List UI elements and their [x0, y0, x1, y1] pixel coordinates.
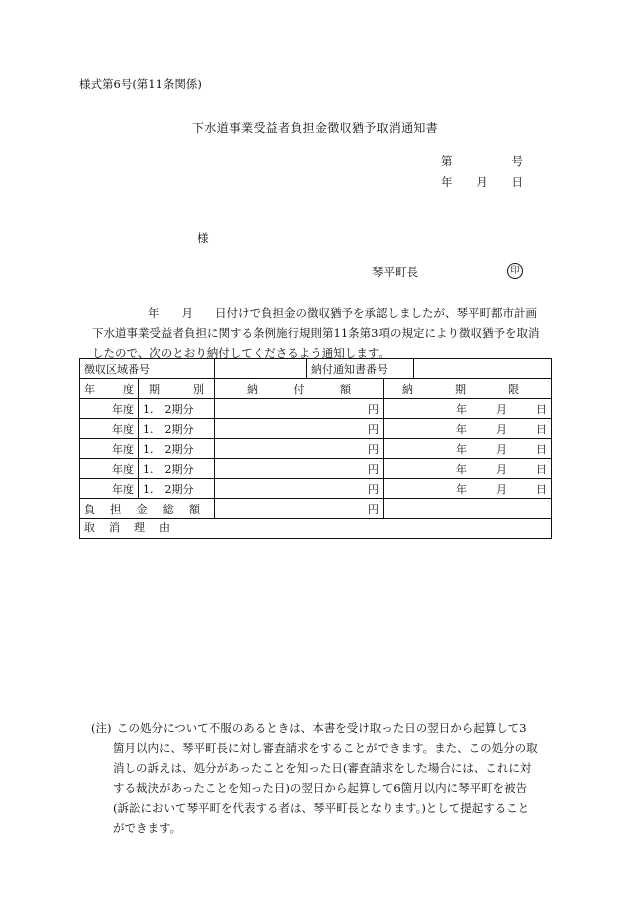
- body-year: 年: [148, 306, 160, 320]
- issue-year: 年: [441, 175, 453, 189]
- row-period[interactable]: 1. 2期分: [139, 459, 215, 479]
- table-row: [80, 399, 552, 419]
- table-row-district: [80, 359, 552, 379]
- row-period[interactable]: 1. 2期分: [139, 399, 215, 419]
- table-row-reason: [80, 519, 552, 539]
- row-fiscal-year[interactable]: 年度: [80, 439, 139, 459]
- row-deadline[interactable]: 年 月 日: [384, 459, 552, 479]
- district-label: 徴収区域番号: [80, 359, 215, 379]
- body-line-3: したので、次のとおり納付してくださるよう通知します。: [92, 346, 390, 360]
- row-amount[interactable]: 円: [215, 419, 384, 439]
- cancellation-reason[interactable]: 取 消 理 由: [80, 519, 552, 539]
- row-amount[interactable]: 円: [215, 459, 384, 479]
- note-label: (注): [91, 721, 112, 735]
- form-number: 様式第6号(第11条関係): [79, 77, 202, 91]
- document-number: [441, 156, 523, 168]
- row-deadline[interactable]: 年 月 日: [384, 479, 552, 499]
- row-period[interactable]: 1. 2期分: [139, 479, 215, 499]
- note-line-6: ができます。: [113, 821, 182, 835]
- body-month: 月: [181, 306, 193, 320]
- table-row-total: [80, 499, 552, 519]
- issue-month: 月: [476, 175, 488, 189]
- row-amount[interactable]: 円: [215, 439, 384, 459]
- header-period: 期 別: [139, 379, 215, 399]
- row-fiscal-year[interactable]: 年度: [80, 459, 139, 479]
- note-line-4: する裁決があったことを知った日)の翌日から起算して6箇月以内に琴平町を被告: [113, 781, 528, 795]
- table-row: [80, 439, 552, 459]
- row-fiscal-year[interactable]: 年度: [80, 419, 139, 439]
- seal-mark: 印: [507, 263, 523, 279]
- notice-body: [92, 303, 558, 363]
- note-line-3: 消しの訴えは、処分があったことを知った日(審査請求をした場合には、これに対: [113, 761, 532, 775]
- body-line-1: [92, 303, 558, 323]
- row-fiscal-year[interactable]: 年度: [80, 399, 139, 419]
- header-amount: 納 付 額: [215, 379, 384, 399]
- notice-number-value[interactable]: [414, 359, 552, 379]
- issue-day: 日: [511, 175, 523, 189]
- total-blank: [384, 499, 552, 519]
- row-deadline[interactable]: 年 月 日: [384, 419, 552, 439]
- table-row: [80, 419, 552, 439]
- row-amount[interactable]: 円: [215, 399, 384, 419]
- row-period[interactable]: 1. 2期分: [139, 439, 215, 459]
- row-period[interactable]: 1. 2期分: [139, 419, 215, 439]
- total-amount[interactable]: 円: [215, 499, 384, 519]
- table-header-row: [80, 379, 552, 399]
- note-line-1: (注) この処分について不服のあるときは、本書を受け取った日の翌日から起算して3: [91, 718, 561, 738]
- document-title: 下水道事業受益者負担金徴収猶予取消通知書: [191, 121, 438, 135]
- table-row: [80, 459, 552, 479]
- table-row: [80, 479, 552, 499]
- body-line-2: 下水道事業受益者負担に関する条例施行規則第11条第3項の規定により徴収猶予を取消: [92, 326, 540, 340]
- body-line-1-rest: 日付けで負担金の徴収猶予を承認しましたが、琴平町都市計画: [215, 306, 537, 320]
- total-label: 負 担 金 総 額: [80, 499, 215, 519]
- addressee-suffix: 様: [197, 231, 209, 245]
- row-fiscal-year[interactable]: 年度: [80, 479, 139, 499]
- district-value[interactable]: [215, 359, 307, 379]
- note-line-2: 箇月以内に、琴平町長に対し審査請求をすることができます。また、この処分の取: [113, 741, 538, 755]
- appeal-note: [91, 718, 561, 838]
- number-prefix: 第: [441, 154, 453, 168]
- issuer-name: 琴平町長: [372, 265, 418, 279]
- issue-date: [441, 177, 523, 189]
- header-deadline: 納 期 限: [384, 379, 552, 399]
- note-line-5: (訴訟において琴平町を代表する者は、琴平町長となります。)として提起すること: [113, 801, 530, 815]
- row-deadline[interactable]: 年 月 日: [384, 399, 552, 419]
- row-deadline[interactable]: 年 月 日: [384, 439, 552, 459]
- row-amount[interactable]: 円: [215, 479, 384, 499]
- number-suffix: 号: [511, 154, 523, 168]
- header-fiscal-year: 年 度: [80, 379, 139, 399]
- payment-table: [79, 358, 552, 539]
- notice-number-label: 納付通知書番号: [307, 359, 414, 379]
